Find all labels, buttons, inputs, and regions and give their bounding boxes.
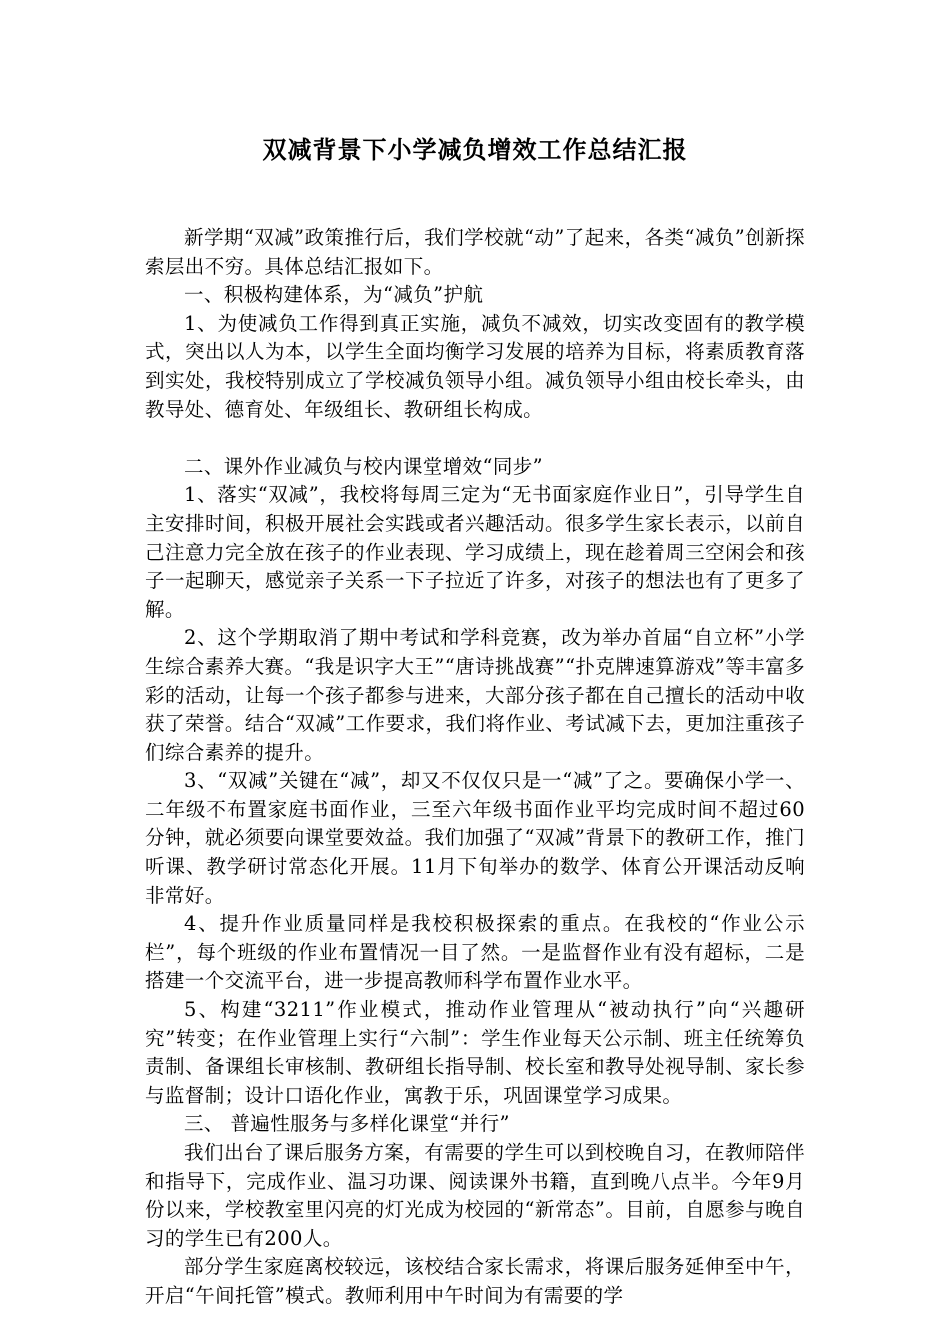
document-body (145, 224, 805, 1311)
body-paragraph: 1、落实“双减”，我校将每周三定为“无书面家庭作业日”，引导学生自主安排时间，积极开展社会实践或者兴趣活动。很多学生家长表示，以前自己注意力完全放在孩子的作业表现、学习成绩上，现在趁着周三空闲会和孩子一起聊天，感觉亲子关系一下子拉近了许多，对孩子的想法也有了更多了解。 (145, 483, 805, 621)
intro-paragraph: 新学期“双减”政策推行后，我们学校就“动”了起来，各类“减负”创新探索层出不穷。具体总结汇报如下。 (145, 226, 805, 278)
body-paragraph: 4、提升作业质量同样是我校积极探索的重点。在我校的“作业公示栏”，每个班级的作业布置情况一目了然。一是监督作业有没有超标，二是搭建一个交流平台，进一步提高教师科学布置作业水平。 (145, 912, 805, 993)
document-title: 双减背景下小学减负增效工作总结汇报 (262, 135, 688, 164)
section-heading-1: 一、积极构建体系，为“减负”护航 (184, 283, 484, 307)
body-paragraph: 我们出台了课后服务方案，有需要的学生可以到校晚自习，在教师陪伴和指导下，完成作业、温习功课、阅读课外书籍，直到晚八点半。今年9月份以来，学校教室里闪亮的灯光成为校园的“新常态”。目前，自愿参与晚自习的学生已有200人。 (145, 1141, 805, 1250)
body-paragraph: 5、构建“3211”作业模式，推动作业管理从“被动执行”向“兴趣研究”转变；在作业管理上实行“六制”：学生作业每天公示制、班主任统筹负责制、备课组长审核制、教研组长指导制、校长室和教导处视导制、家长参与监督制；设计口语化作业，寓教于乐，巩固课堂学习成果。 (145, 998, 805, 1107)
body-paragraph: 3、“双减”关键在“减”，却又不仅仅只是一“减”了之。要确保小学一、二年级不布置家庭书面作业，三至六年级书面作业平均完成时间不超过60分钟，就必须要向课堂要效益。我们加强了“双减”背景下的教研工作，推门听课、教学研讨常态化开展。11月下旬举办的数学、体育公开课活动反响非常好。 (145, 769, 805, 907)
section-heading-3: 三、 普遍性服务与多样化课堂“并行” (184, 1112, 510, 1136)
section-heading-2: 二、课外作业减负与校内课堂增效“同步” (184, 454, 544, 478)
body-paragraph: 部分学生家庭离校较远，该校结合家长需求，将课后服务延伸至中午，开启“午间托管”模式。教师利用中午时间为有需要的学 (145, 1255, 805, 1307)
body-paragraph: 1、为使减负工作得到真正实施，减负不减效，切实改变固有的教学模式，突出以人为本，以学生全面均衡学习发展的培养为目标，将素质教育落到实处，我校特别成立了学校减负领导小组。减负领导小组由校长牵头，由教导处、德育处、年级组长、教研组长构成。 (145, 311, 805, 421)
body-paragraph: 2、这个学期取消了期中考试和学科竞赛，改为举办首届“自立杯”小学生综合素养大赛。“我是识字大王”“唐诗挑战赛”“扑克牌速算游戏”等丰富多彩的活动，让每一个孩子都参与进来，大部分孩子都在自己擅长的活动中收获了荣誉。结合“双减”工作要求，我们将作业、考试减下去，更加注重孩子们综合素养的提升。 (145, 626, 805, 764)
